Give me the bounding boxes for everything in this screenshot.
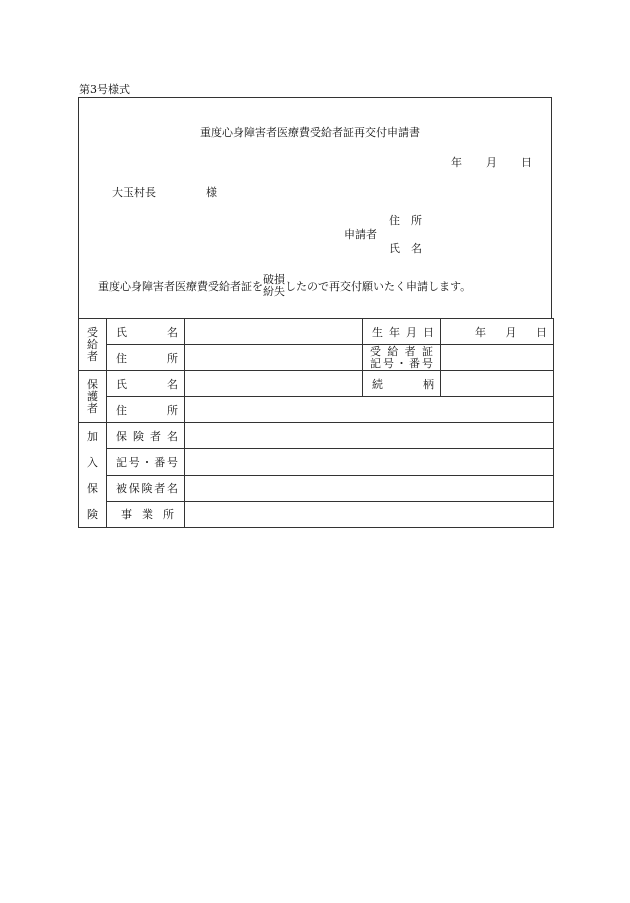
recipient-name-field[interactable] bbox=[185, 319, 363, 345]
birth-month-label: 月 bbox=[505, 325, 517, 339]
date-day-label: 日 bbox=[521, 156, 532, 169]
insurance-group-label bbox=[79, 423, 107, 528]
statement-suffix: したので再交付願いたく申請します。 bbox=[285, 280, 472, 293]
recipient-address-field[interactable] bbox=[185, 345, 363, 371]
option-damaged: 破損 bbox=[263, 273, 285, 286]
relationship-field[interactable] bbox=[441, 371, 554, 397]
cert-label-line1: 受給者証 bbox=[370, 344, 433, 358]
recipient-name-label: 氏名 bbox=[107, 319, 185, 345]
application-table bbox=[78, 318, 554, 528]
table-row bbox=[79, 319, 554, 345]
cert-label-line2: 記号・番号 bbox=[370, 356, 433, 370]
insurer-name-field[interactable] bbox=[185, 423, 554, 449]
insurance-char-3: 保 bbox=[87, 482, 98, 495]
guardian-address-field[interactable] bbox=[185, 397, 554, 423]
insured-person-field[interactable] bbox=[185, 475, 554, 501]
birthdate-field[interactable] bbox=[441, 319, 554, 345]
form-title: 重度心身障害者医療費受給者証再交付申請書 bbox=[200, 126, 420, 139]
recipient-group-label: 受給者 bbox=[79, 319, 107, 371]
certificate-number-label bbox=[363, 345, 441, 371]
date-year-label: 年 bbox=[451, 156, 462, 169]
relationship-label: 続柄 bbox=[363, 371, 441, 397]
guardian-name-label: 氏名 bbox=[107, 371, 185, 397]
guardian-address-label: 住所 bbox=[107, 397, 185, 423]
birthdate-label: 生年月日 bbox=[363, 319, 441, 345]
table-row bbox=[79, 501, 554, 527]
birth-day-label: 日 bbox=[536, 325, 547, 339]
insurance-char-1: 加 bbox=[87, 430, 98, 443]
symbol-number-label: 記号・番号 bbox=[107, 449, 185, 475]
insurer-name-label: 保険者名 bbox=[107, 423, 185, 449]
addressee-name: 大玉村長 bbox=[112, 186, 156, 199]
birth-year-label: 年 bbox=[475, 325, 486, 339]
form-number-label: 第3号様式 bbox=[79, 83, 130, 96]
statement bbox=[98, 274, 471, 298]
office-label: 事業所 bbox=[107, 501, 185, 527]
statement-prefix: 重度心身障害者医療費受給者証を bbox=[98, 280, 263, 293]
insurance-char-2: 入 bbox=[87, 456, 98, 469]
table-row bbox=[79, 449, 554, 475]
table-row bbox=[79, 397, 554, 423]
symbol-number-field[interactable] bbox=[185, 449, 554, 475]
guardian-group-label: 保護者 bbox=[79, 371, 107, 423]
certificate-number-field[interactable] bbox=[441, 345, 554, 371]
insured-person-label: 被保険者名 bbox=[107, 475, 185, 501]
recipient-address-label: 住所 bbox=[107, 345, 185, 371]
table-row bbox=[79, 371, 554, 397]
table-row bbox=[79, 475, 554, 501]
addressee-honorific: 様 bbox=[206, 186, 217, 199]
table-row bbox=[79, 423, 554, 449]
applicant-address-label: 住 所 bbox=[389, 214, 422, 227]
insurance-char-4: 険 bbox=[87, 508, 98, 521]
office-field[interactable] bbox=[185, 501, 554, 527]
date-month-label: 月 bbox=[486, 156, 497, 169]
option-lost: 紛失 bbox=[263, 285, 285, 298]
applicant-name-label: 氏 名 bbox=[389, 242, 422, 255]
applicant-label: 申請者 bbox=[344, 228, 377, 241]
statement-options bbox=[263, 274, 285, 298]
guardian-name-field[interactable] bbox=[185, 371, 363, 397]
table-row bbox=[79, 345, 554, 371]
